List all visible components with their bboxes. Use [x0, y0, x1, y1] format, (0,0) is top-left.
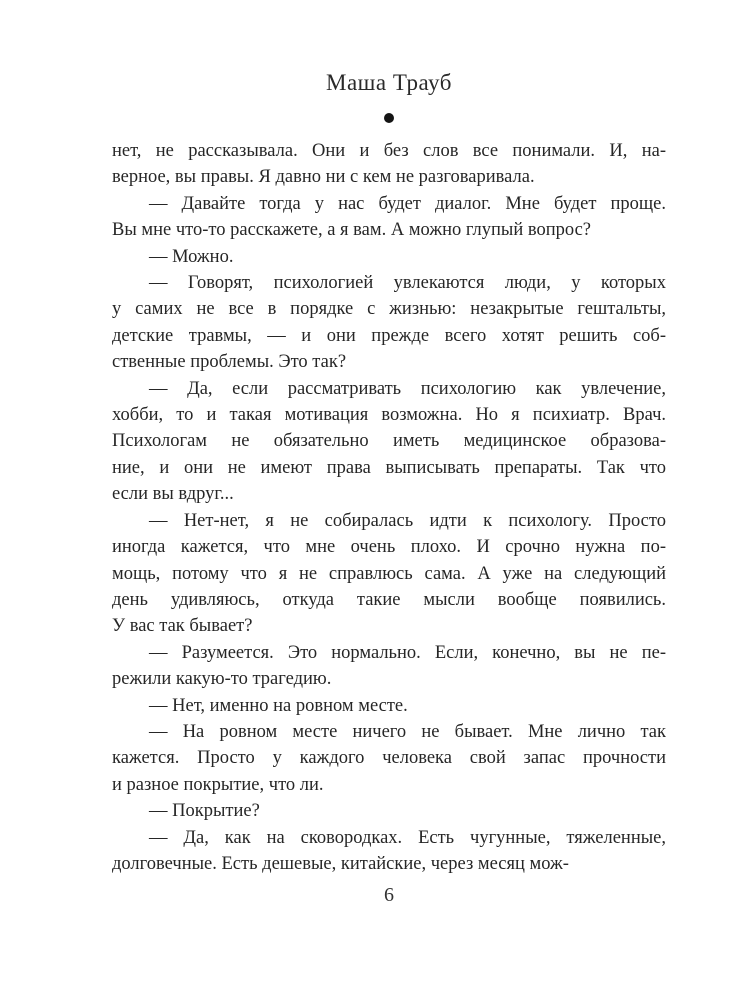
text-line: детские травмы, — и они прежде всего хотят решить соб- [112, 325, 666, 346]
page-number: 6 [384, 884, 394, 906]
text-line: Психологам не обязательно иметь медицинское образова- [112, 431, 666, 452]
text-line: нет, не рассказывала. Они и без слов все понимали. И, на- [112, 141, 666, 161]
text-line: режили какую-то трагедию. [112, 669, 332, 690]
text-line: — Давайте тогда у нас будет диалог. Мне будет проще. [149, 193, 666, 214]
body-text [112, 138, 666, 877]
text-line: день удивляюсь, откуда такие мысли вообще появились. [112, 589, 666, 610]
text-line: иногда кажется, что мне очень плохо. И срочно нужна по- [112, 537, 666, 558]
text-line: ственные проблемы. Это так? [112, 352, 347, 373]
text-line: долговечные. Есть дешевые, китайские, через месяц мож- [112, 853, 569, 874]
text-line: — Нет, именно на ровном месте. [149, 695, 408, 716]
text-line: верное, вы правы. Я давно ни с кем не разговаривала. [112, 167, 535, 188]
text-line: — Говорят, психологией увлекаются люди, у которых [149, 273, 666, 294]
text-line: — Покрытие? [149, 801, 260, 822]
running-head-author: Маша Трауб [326, 70, 452, 95]
text-line: хобби, то и такая мотивация возможна. Но я психиатр. Врач. [112, 405, 666, 426]
text-line: У вас так бывает? [112, 616, 253, 637]
text-line: — Можно. [149, 246, 234, 267]
text-line: если вы вдруг... [112, 484, 234, 505]
text-line: — На ровном месте ничего не бывает. Мне лично так [149, 721, 666, 742]
text-line: ние, и они не имеют права выписывать препараты. Так что [112, 457, 666, 478]
text-line: — Нет-нет, я не собиралась идти к психологу. Просто [149, 510, 666, 531]
text-line: Вы мне что-то расскажете, а я вам. А можно глупый вопрос? [112, 220, 592, 241]
text-line: — Да, если рассматривать психологию как увлечение, [149, 378, 666, 399]
text-line: мощь, потому что я не справлюсь сама. А уже на следующий [112, 563, 666, 584]
text-line: кажется. Просто у каждого человека свой запас прочности [112, 748, 666, 769]
dot-ornament-icon [384, 113, 394, 123]
text-line: — Разумеется. Это нормально. Если, конечно, вы не пе- [149, 642, 666, 663]
text-line: у самих не все в порядке с жизнью: незакрытые гештальты, [112, 299, 666, 320]
text-line: — Да, как на сковородках. Есть чугунные, тяжеленные, [149, 827, 666, 848]
text-line: и разное покрытие, что ли. [112, 774, 324, 795]
